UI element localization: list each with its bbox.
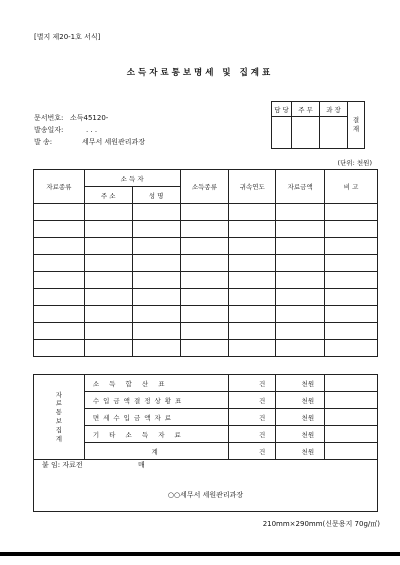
table-cell (132, 289, 180, 306)
table-cell (276, 323, 325, 340)
table-row (34, 272, 378, 289)
table-cell (34, 306, 85, 323)
table-cell (276, 289, 325, 306)
approval-sign-chief (292, 117, 320, 149)
table-cell (132, 340, 180, 357)
table-cell (276, 306, 325, 323)
table-cell (34, 289, 85, 306)
summary-note-cell (325, 426, 378, 443)
table-row (34, 323, 378, 340)
table-row (34, 238, 378, 255)
summary-amount-unit: 천원 (276, 426, 325, 443)
summary-label: 소 득 합 산 표 (84, 375, 229, 392)
table-cell (229, 340, 276, 357)
table-cell (180, 323, 229, 340)
table-cell (84, 238, 132, 255)
summary-count-unit: 건 (229, 443, 276, 460)
table-cell (325, 255, 378, 272)
table-cell (276, 272, 325, 289)
table-row (34, 306, 378, 323)
summary-label: 수입금액결정상황표 (84, 392, 229, 409)
table-cell (34, 272, 85, 289)
send-date-value: . . . (86, 126, 98, 134)
doc-number-line (34, 113, 108, 123)
table-cell (34, 255, 85, 272)
send-date-line (34, 125, 97, 135)
table-cell (276, 255, 325, 272)
table-cell (325, 323, 378, 340)
paper-spec: 210mm×290mm(신문용지 70g/㎡) (262, 520, 380, 528)
approval-sign-staff (272, 117, 292, 149)
table-cell (229, 272, 276, 289)
summary-note-cell (325, 392, 378, 409)
approval-header-chief: 주 무 (292, 102, 320, 117)
table-cell (34, 238, 85, 255)
approval-sign-manager (320, 117, 348, 149)
approval-header-staff: 담 당 (272, 102, 292, 117)
table-row (34, 340, 378, 357)
table-cell (325, 306, 378, 323)
table-cell (132, 255, 180, 272)
table-cell (132, 204, 180, 221)
approval-header-manager: 과 장 (320, 102, 348, 117)
table-cell (132, 221, 180, 238)
table-cell (180, 238, 229, 255)
table-cell (276, 238, 325, 255)
header-name: 성 명 (132, 187, 180, 204)
table-cell (132, 306, 180, 323)
summary-label: 면세수입금액자료 (84, 409, 229, 426)
table-cell (84, 306, 132, 323)
header-earner: 소 득 자 (84, 170, 180, 187)
table-cell (276, 204, 325, 221)
table-cell (229, 306, 276, 323)
header-type: 자료종류 (34, 170, 85, 204)
table-cell (34, 340, 85, 357)
header-amount: 자료금액 (276, 170, 325, 204)
summary-row (34, 409, 378, 426)
table-cell (180, 221, 229, 238)
income-data-table (33, 169, 378, 460)
table-cell (132, 238, 180, 255)
footer-box (33, 449, 378, 512)
table-cell (34, 323, 85, 340)
table-cell (180, 204, 229, 221)
table-row (34, 204, 378, 221)
table-cell (84, 221, 132, 238)
summary-amount-unit: 천원 (276, 443, 325, 460)
summary-amount-unit: 천원 (276, 375, 325, 392)
summary-count-unit: 건 (229, 426, 276, 443)
table-cell (34, 204, 85, 221)
table-cell (229, 221, 276, 238)
table-row (34, 255, 378, 272)
attachment-label: 붙 임: 자료전 (42, 461, 83, 469)
table-row (34, 221, 378, 238)
document-title: 소득자료통보명세 및 집계표 (126, 68, 274, 78)
sender-line (34, 137, 145, 147)
sender-value: 세무서 세원관리과장 (82, 138, 146, 146)
table-cell (229, 323, 276, 340)
table-cell (180, 255, 229, 272)
table-cell (325, 289, 378, 306)
send-date-label: 발송일자: (34, 126, 64, 134)
table-cell (325, 238, 378, 255)
summary-note-cell (325, 375, 378, 392)
summary-label: 계 (84, 443, 229, 460)
table-cell (132, 323, 180, 340)
table-cell (84, 323, 132, 340)
table-cell (84, 340, 132, 357)
summary-amount-unit: 천원 (276, 409, 325, 426)
approval-box (271, 101, 365, 149)
doc-number-label: 문서번호: (34, 114, 64, 122)
bottom-rule (0, 552, 400, 556)
table-cell (229, 255, 276, 272)
table-cell (276, 340, 325, 357)
table-cell (132, 272, 180, 289)
table-row (34, 289, 378, 306)
table-cell (180, 272, 229, 289)
summary-label: 기 타 소 득 자 료 (84, 426, 229, 443)
summary-count-unit: 건 (229, 375, 276, 392)
header-year: 귀속연도 (229, 170, 276, 204)
table-cell (325, 204, 378, 221)
signature: ○○세무서 세원관리과장 (167, 491, 244, 499)
table-cell (229, 238, 276, 255)
table-cell (180, 306, 229, 323)
summary-count-unit: 건 (229, 409, 276, 426)
header-address: 주 소 (84, 187, 132, 204)
summary-row (34, 375, 378, 392)
summary-note-cell (325, 409, 378, 426)
header-note: 비 고 (325, 170, 378, 204)
approval-side-label: 결 재 (348, 102, 365, 149)
attachment-unit: 매 (138, 461, 145, 469)
table-cell (325, 221, 378, 238)
table-cell (84, 255, 132, 272)
summary-count-unit: 건 (229, 392, 276, 409)
table-cell (229, 204, 276, 221)
summary-side-label: 자 료 통 보 집 계 (34, 375, 85, 460)
table-cell (276, 221, 325, 238)
header-income-type: 소득종류 (180, 170, 229, 204)
summary-row (34, 426, 378, 443)
doc-number-value: 소득45120- (70, 114, 109, 122)
table-cell (84, 272, 132, 289)
summary-row (34, 392, 378, 409)
table-cell (84, 289, 132, 306)
table-cell (84, 204, 132, 221)
table-cell (180, 340, 229, 357)
table-cell (325, 272, 378, 289)
table-cell (34, 221, 85, 238)
table-cell (325, 340, 378, 357)
spacer-row (34, 357, 378, 375)
table-cell (229, 289, 276, 306)
form-number: [별지 제20-1호 서식] (34, 33, 101, 41)
summary-amount-unit: 천원 (276, 392, 325, 409)
sender-label: 발 송: (34, 138, 53, 146)
unit-label: (단위: 천원) (337, 159, 372, 167)
table-cell (180, 289, 229, 306)
